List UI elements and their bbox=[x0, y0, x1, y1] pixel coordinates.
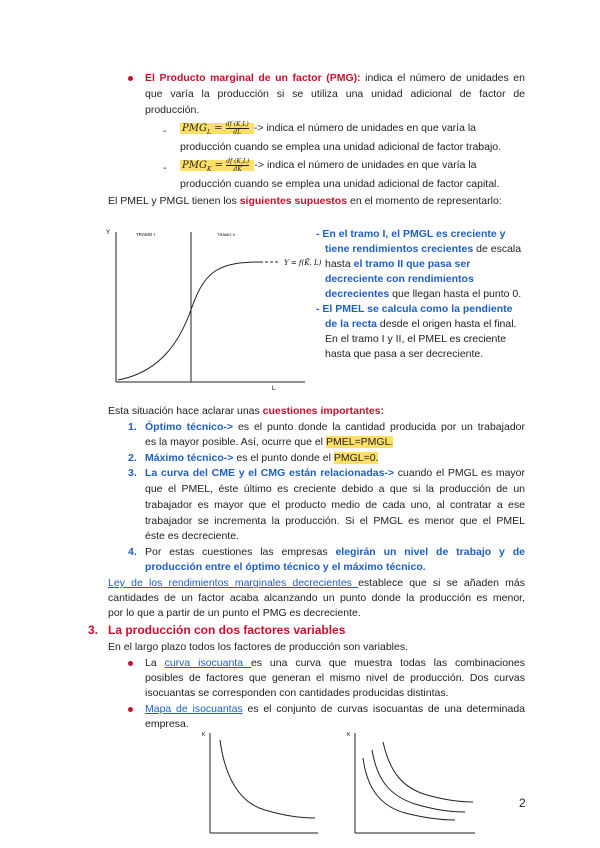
side-line-9: hasta que pasa a ser decreciente. bbox=[325, 348, 484, 360]
mapa-isocuantas-graph bbox=[345, 728, 480, 848]
side-line-5: decrecientes que llegan hasta el punto 0. bbox=[325, 288, 522, 300]
bullet-mapa bbox=[128, 707, 133, 712]
formula-pmgl: $PMG_L$ = $\frac{df (K,L)}{dL}$ bbox=[180, 123, 254, 134]
item-1-number: 1. bbox=[128, 421, 137, 433]
side-line-1: - En el tramo I, el PMGL es creciente y bbox=[316, 228, 506, 240]
side-line-7: de la recta desde el origen hasta el final. bbox=[325, 318, 517, 330]
side-line-6: - El PMEL se calcula como la pendiente bbox=[316, 303, 513, 315]
graph-y-label: Y bbox=[106, 230, 111, 236]
item-3-line-2: que el PMEL, éste último es creciente debido a que si la producción de un bbox=[145, 483, 525, 495]
section-3-intro: En el largo plazo todos los factores de producción son variables. bbox=[108, 641, 409, 653]
pmg-title: El Producto marginal de un factor (PMG): bbox=[145, 72, 361, 84]
formula-pmgl-desc: producción cuando se emplea una unidad adicional de factor trabajo. bbox=[180, 141, 502, 153]
pmg-line-3: producción. bbox=[145, 104, 200, 116]
isocuanta-line-1: La curva isocuanta es una curva que muestra todas las combinaciones bbox=[145, 657, 525, 669]
isocuanta-graph-k-label: K bbox=[202, 732, 206, 738]
item-2-line-1: Máximo técnico-> es el punto donde el PMGL=0. bbox=[145, 452, 379, 464]
mapa-link[interactable]: Mapa de isocuantas bbox=[145, 703, 243, 715]
formula-pmgk-row: $PMG_K$ = $\frac{df (K,L)}{dK}$ -> indica el número de unidades en que varía la bbox=[182, 158, 477, 173]
graph-tramo-1: TRAMO I bbox=[136, 232, 155, 237]
side-line-3: hasta el tramo II que pasa ser bbox=[325, 258, 471, 270]
mapa-line-2: empresa. bbox=[145, 718, 189, 730]
item-1-line-1: Óptimo técnico-> es el punto donde la cantidad producida por un trabajador bbox=[145, 421, 525, 433]
production-graph bbox=[100, 222, 322, 392]
ley-line-1: Ley de los rendimientos marginales decrecientes establece que si se añaden más bbox=[108, 577, 525, 589]
section-3-number: 3. bbox=[88, 623, 99, 637]
ley-line-2: cantidades de un factor acaba alcanzando un punto donde la producción es menor, bbox=[108, 592, 525, 604]
dash-2: - bbox=[163, 162, 167, 174]
cuestiones-intro: Esta situación hace aclarar unas cuestiones importantes: bbox=[108, 405, 385, 417]
item-3-line-5: éste es decreciente. bbox=[145, 530, 239, 542]
item-3-line-1: La curva del CME y el CMG están relacionadas-> cuando el PMGL es mayor bbox=[145, 467, 525, 479]
item-4-number: 4. bbox=[128, 546, 137, 558]
graph-x-label: L bbox=[272, 386, 276, 392]
item-2-number: 2. bbox=[128, 452, 137, 464]
item-4-line-2: producción entre el óptimo técnico y el máximo técnico. bbox=[145, 561, 426, 573]
formula-pmgl-row: $PMG_L$ = $\frac{df (K,L)}{dL}$ -> indica el número de unidades en que varía la bbox=[182, 121, 477, 136]
isocuanta-line-3: isocuantas se corresponden con cantidades producidas distintas. bbox=[145, 687, 449, 699]
dash-1: - bbox=[163, 125, 167, 137]
item-3-line-4: trabajador se incrementa la producción. Si el PMGL es menor que el PMEL bbox=[145, 515, 525, 527]
section-3-title: La producción con dos factores variables bbox=[108, 623, 346, 637]
pmg-line-1: El Producto marginal de un factor (PMG): indica el número de unidades en bbox=[145, 72, 525, 84]
side-line-2: tiene rendimientos crecientes de escala bbox=[325, 243, 522, 255]
ley-link[interactable]: Ley de los rendimientos marginales decrecientes bbox=[108, 577, 359, 589]
isocuanta-graph bbox=[200, 728, 325, 848]
item-4-line-1: Por estas cuestiones las empresas elegirán un nivel de trabajo y de bbox=[145, 546, 525, 558]
item-3-number: 3. bbox=[128, 467, 137, 479]
graph-curve-label: Y = f(K̄, L) bbox=[284, 259, 322, 267]
bullet-pmg bbox=[128, 76, 133, 81]
bullet-isocuanta bbox=[128, 661, 133, 666]
mapa-graph-k-label: K bbox=[347, 732, 351, 738]
mapa-line-1: Mapa de isocuantas es el conjunto de curvas isocuantas de una determinada bbox=[145, 703, 525, 715]
formula-pmgk: $PMG_K$ = $\frac{df (K,L)}{dK}$ bbox=[180, 160, 254, 171]
page-number: 2 bbox=[519, 796, 526, 810]
isocuanta-line-2: posibles de factores que generan el mismo nivel de producción. Dos curvas bbox=[145, 672, 525, 684]
item-1-line-2: es la mayor posible. Así, ocurre que el PMEL=PMGL. bbox=[145, 436, 394, 448]
side-line-8: En el tramo I y II, el PMEL es creciente bbox=[325, 333, 507, 345]
item-3-line-3: trabajador es mayor que el producto medio de cada uno, al contratar a ese bbox=[145, 499, 525, 511]
isocuanta-link[interactable]: curva isocuanta bbox=[164, 657, 251, 669]
ley-line-3: por lo que a partir de un punto el PMG es decreciente. bbox=[108, 607, 361, 619]
supuestos-line: El PMEL y PMGL tienen los siguientes supuestos en el momento de representarlo: bbox=[108, 195, 502, 207]
formula-pmgk-desc: producción cuando se emplea una unidad adicional de factor capital. bbox=[180, 178, 500, 190]
graph-tramo-2: TRAMO II bbox=[217, 232, 235, 237]
side-line-4: decreciente con rendimientos bbox=[325, 273, 474, 285]
pmg-line-2: que varía la producción si se utiliza una unidad adicional de factor de bbox=[145, 88, 525, 100]
